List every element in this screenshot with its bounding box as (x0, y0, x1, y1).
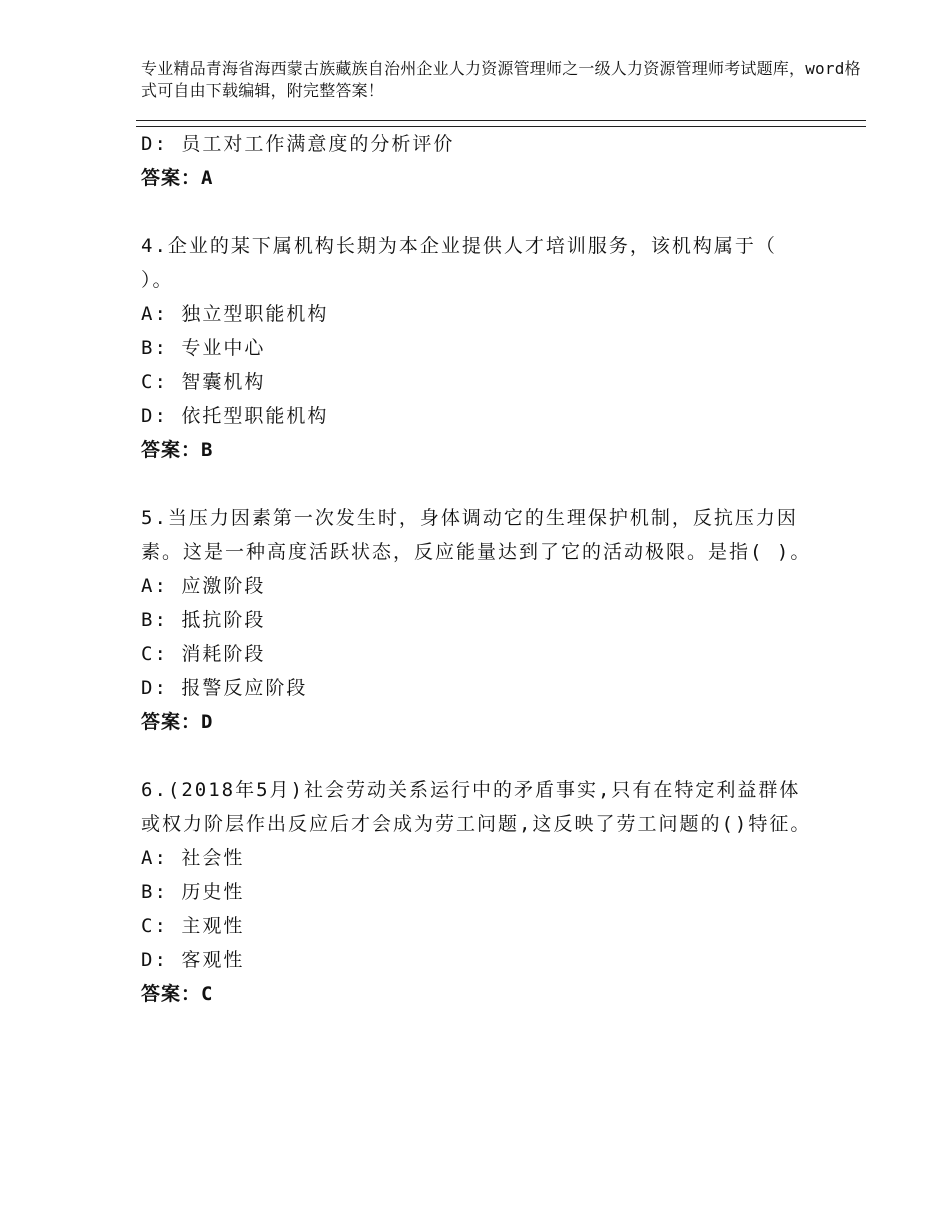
question-content (141, 127, 821, 1011)
option-d: D: 客观性 (141, 949, 245, 971)
answer-label: 答案： (141, 167, 202, 189)
option-b: B: 专业中心 (141, 337, 266, 359)
answer-label: 答案： (141, 711, 202, 733)
answer-value: C (201, 983, 214, 1005)
option-c: C: 消耗阶段 (141, 643, 266, 665)
option-d: D: 报警反应阶段 (141, 677, 308, 699)
option-a: A: 社会性 (141, 847, 245, 869)
answer-value: D (201, 711, 214, 733)
question-6 (141, 773, 821, 1011)
spacer (141, 467, 821, 501)
header-double-rule (136, 120, 866, 127)
answer-value: B (201, 439, 214, 461)
option-b: B: 抵抗阶段 (141, 609, 266, 631)
document-header-title: 专业精品青海省海西蒙古族藏族自治州企业人力资源管理师之一级人力资源管理师考试题库，word格式可自由下载编辑，附完整答案！ (141, 59, 861, 100)
question-4 (141, 229, 821, 467)
question-answer (141, 977, 821, 1011)
spacer (141, 739, 821, 773)
option-c: C: 主观性 (141, 915, 245, 937)
option-d: D: 依托型职能机构 (141, 405, 329, 427)
question-5 (141, 501, 821, 739)
question-stem: 5.当压力因素第一次发生时，身体调动它的生理保护机制，反抗压力因素。这是一种高度活跃状态，反应能量达到了它的活动极限。是指( )。 (141, 507, 812, 563)
spacer (141, 195, 821, 229)
fragment-answer (141, 161, 821, 195)
question-stem: 4.企业的某下属机构长期为本企业提供人才培训服务，该机构属于（ ）。 (141, 235, 777, 291)
option-a: A: 独立型职能机构 (141, 303, 329, 325)
fragment-option-d: D: 员工对工作满意度的分析评价 (141, 133, 455, 155)
question-stem: 6.(2018年5月)社会劳动关系运行中的矛盾事实,只有在特定利益群体或权力阶层作出反应后才会成为劳工问题,这反映了劳工问题的()特征。 (141, 779, 812, 835)
answer-label: 答案： (141, 983, 202, 1005)
answer-label: 答案： (141, 439, 202, 461)
option-a: A: 应激阶段 (141, 575, 266, 597)
option-b: B: 历史性 (141, 881, 245, 903)
question-answer (141, 433, 821, 467)
answer-value: A (201, 167, 214, 189)
question-answer (141, 705, 821, 739)
option-c: C: 智囊机构 (141, 371, 266, 393)
